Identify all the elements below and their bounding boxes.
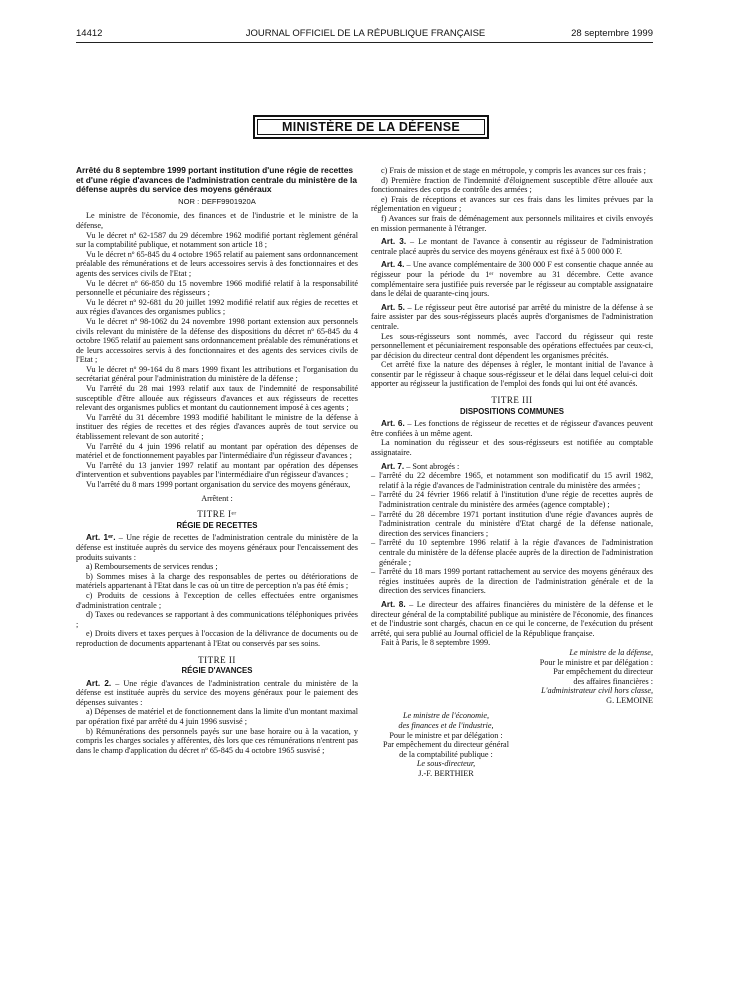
article-1	[76, 533, 358, 562]
signature-line: des finances et de l'industrie,	[398, 721, 494, 731]
article-2-item: f) Avances sur frais de déménagement aux personnels militaires et civils envoyés en mission permanente à l'étranger.	[371, 213, 653, 233]
abrogation-item: – l'arrêté du 28 décembre 1971 portant institution d'une régie d'avances auprès de l'administration centrale du ministère d'Etat chargé de la défense nationale, direction des services financiers ;	[371, 510, 653, 539]
preamble-line: Vu le décret nº 65-845 du 4 octobre 1965 relatif au paiement sans ordonnancement préalable des rémunérations et de leurs accessoires servis à des fonctionnaires et des agents des services civils de l'Etat ;	[76, 249, 358, 278]
preamble	[76, 211, 358, 489]
signatory-name: G. LEMOINE	[606, 695, 653, 705]
article-6-text: – Les fonctions de régisseur de recettes et de régisseur d'avances peuvent être confiées à un même agent.	[371, 419, 653, 438]
article-2-label: Art. 2.	[86, 678, 112, 688]
ministry-title: MINISTÈRE DE LA DÉFENSE	[257, 119, 485, 135]
article-1-label: Art. 1ᵉʳ.	[86, 533, 116, 543]
preamble-line: Vu le décret nº 99-164 du 8 mars 1999 fixant les attributions et l'organisation du secrétariat général pour l'administration du ministère de la défense ;	[76, 364, 358, 384]
signature-defense	[371, 648, 653, 706]
article-8	[371, 600, 653, 638]
article-4	[371, 260, 653, 298]
titre-3: TITRE III	[491, 395, 533, 406]
signature-economie	[361, 711, 531, 778]
preamble-line: Vu le décret nº 66-850 du 15 novembre 1966 modifié relatif à la responsabilité personnelle et pécuniaire des régisseurs ;	[76, 278, 358, 298]
titre-1: TITRE Iᵉʳ	[197, 509, 237, 520]
journal-title: JOURNAL OFFICIEL DE LA RÉPUBLIQUE FRANÇAISE	[245, 28, 486, 39]
abrogation-list	[371, 471, 653, 596]
article-1-item: e) Droits divers et taxes perçues à l'occasion de la délivrance de documents ou de reproduction de documents appartenant à l'Etat ou conservés par ses soins.	[76, 629, 358, 648]
article-5-paragraph: Cet arrêté fixe la nature des dépenses à régler, le montant initial de l'avance à consentir par le régisseur à chaque sous-régisseur et le délai dans lequel celui-ci doit apporter au régisseur la justification de l'emploi des fonds qui lui ont été avancés.	[371, 360, 653, 389]
publication-date: 28 septembre 1999	[571, 28, 653, 39]
titre-1-subtitle: RÉGIE DE RECETTES	[176, 520, 258, 530]
signature-line: Le ministre de l'économie,	[402, 711, 490, 721]
signature-line: de la comptabilité publique :	[399, 749, 493, 759]
article-7-text: – Sont abrogés :	[404, 461, 460, 471]
article-4-text: – Une avance complémentaire de 300 000 F est consentie chaque année au régisseur pour la période du 1ᵉʳ novembre au 31 décembre. Cette avance complémentaire sera justifiée puis reversée par le régisseur au comptable assignataire dans le délai de quarante-cinq jours.	[371, 260, 653, 299]
preamble-line: Vu le décret nº 92-681 du 20 juillet 1992 modifié relatif aux régies de recettes et aux régies d'avances des organismes publics ;	[76, 297, 358, 317]
article-1-item: d) Taxes ou redevances se rapportant à des communications téléphoniques privées ;	[76, 610, 358, 629]
article-2-item: d) Première fraction de l'indemnité d'éloignement susceptible d'être allouée aux fonctionnaires des corps de contrôle des armées ;	[371, 175, 653, 195]
signatory-name: J.-F. BERTHIER	[418, 769, 474, 779]
signature-line: des affaires financières :	[573, 676, 653, 686]
titre-2: TITRE II	[198, 654, 236, 665]
article-2	[76, 679, 358, 708]
article-5	[371, 303, 653, 332]
article-5-text: – Le régisseur peut être autorisé par arrêté du ministre de la défense à se faire assister par des sous-régisseurs placés auprès d'organismes de l'administration centrale.	[371, 302, 653, 331]
signature-line: Pour le ministre et par délégation :	[539, 657, 653, 667]
ministry-box	[253, 115, 489, 139]
signature-line: Par empêchement du directeur	[553, 667, 653, 677]
page-number: 14412	[76, 28, 103, 39]
article-2-text: – Une régie d'avances de l'administration centrale du ministère de la défense est instituée auprès du service des moyens généraux pour le paiement des dépenses suivantes :	[76, 678, 358, 707]
article-6-label: Art. 6.	[381, 419, 405, 429]
preamble-line: Vu l'arrêté du 31 décembre 1993 modifié habilitant le ministre de la défense à instituer des régies de recettes et des régies d'avances auprès de tout service ou établissement relevant de son autorité ;	[76, 412, 358, 442]
article-5-paragraph: Les sous-régisseurs sont nommés, avec l'accord du régisseur qui reste personnellement et pécuniairement responsable des opérations effectuées par ceux-ci, par décision du directeur central dont dépendent les organismes précités.	[371, 331, 653, 360]
nor-reference: NOR : DEFF9901920A	[178, 196, 256, 206]
abrogation-item: – l'arrêté du 22 décembre 1965, et notamment son modificatif du 15 avril 1982, relatif à la régie d'avances de l'administration centrale du ministère des armées ;	[371, 471, 653, 490]
preamble-line: Le ministre de l'économie, des finances et de l'industrie et le ministre de la défense,	[76, 211, 358, 230]
preamble-line: Vu l'arrêté du 13 janvier 1997 relatif au montant par opération des dépenses d'intervention et subventions payables par l'intermédiaire d'un régisseur d'avances ;	[76, 460, 358, 480]
done-at: Fait à Paris, le 8 septembre 1999.	[381, 638, 491, 648]
article-3	[371, 237, 653, 256]
article-2-item: b) Rémunérations des personnels payés sur une base horaire ou à la vacation, y compris les charges sociales y afférentes, dès lors que ces rémunérations n'entrent pas dans le champ d'application du décret nº 65-845 du 4 octobre 1965 susvisé ;	[76, 726, 358, 755]
preamble-line: Vu le décret nº 98-1062 du 24 novembre 1998 portant extension aux personnels civils relevant du ministère de la défense des dispositions du décret nº 65-845 du 4 octobre 1965 relatif au paiement sans ordonnancement préalable des rémunérations et de leurs accessoires servis à des fonctionnaires et des agents des services civils de l'Etat ;	[76, 316, 358, 365]
titre-2-subtitle: RÉGIE D'AVANCES	[181, 666, 253, 676]
abrogation-item: – l'arrêté du 24 février 1966 relatif à l'institution d'une régie de recettes auprès de l'administration centrale du ministère des armées (agence comptable) ;	[371, 490, 653, 509]
signature-line: Par empêchement du directeur général	[383, 740, 509, 750]
preamble-line: Vu l'arrêté du 4 juin 1996 relatif au montant par opération des dépenses de matériel et de fonctionnement payables par l'intermédiaire d'un régisseur d'avances ;	[76, 441, 358, 461]
article-2-item: c) Frais de mission et de stage en métropole, y compris les avances sur ces frais ;	[381, 166, 646, 175]
decree-title: Arrêté du 8 septembre 1999 portant institution d'une régie de recettes et d'une régie d'avances de l'administration centrale du ministère de la défense auprès du service des moyens généraux	[76, 165, 358, 195]
preamble-line: Vu le décret nº 62-1587 du 29 décembre 1962 modifié portant règlement général sur la comptabilité publique, et notamment son article 18 ;	[76, 230, 358, 250]
article-2-item: e) Frais de réceptions et avances sur ces frais dans les limites prévues par la réglementation en vigueur ;	[371, 194, 653, 214]
article-8-text: – Le directeur des affaires financières du ministère de la défense et le directeur général de la comptabilité publique au ministère de l'économie, des finances et de l'industrie sont chargés, chacun en ce qui le concerne, de l'exécution du présent arrêté, qui sera publié au Journal officiel de la République française.	[371, 599, 653, 638]
article-8-label: Art. 8.	[381, 599, 406, 609]
article-1-text: – Une régie de recettes de l'administration centrale du ministère de la défense est instituée auprès du service des moyens généraux pour l'encaissement des produits suivants :	[76, 533, 358, 562]
left-column	[76, 166, 358, 755]
abrogation-item: – l'arrêté du 10 septembre 1996 relatif à la régie d'avances de l'administration centrale du ministère de la défense placée auprès de la direction de l'administration générale ;	[371, 538, 653, 567]
preamble-line: Vu l'arrêté du 8 mars 1999 portant organisation du service des moyens généraux,	[86, 480, 351, 489]
titre-3-subtitle: DISPOSITIONS COMMUNES	[460, 406, 564, 416]
article-1-item: c) Produits de cessions à l'exception de celles effectuées entre organismes d'administration centrale ;	[76, 590, 358, 610]
header-rule	[76, 42, 653, 43]
article-3-label: Art. 3.	[381, 237, 407, 247]
article-7	[371, 462, 653, 472]
article-1-item: b) Sommes mises à la charge des responsables de pertes ou détériorations de matériels appartenant à l'Etat dans le cas où un titre de perception n'a pas été émis ;	[76, 571, 358, 591]
arretent: Arrêtent :	[201, 493, 233, 503]
article-5-label: Art. 5.	[381, 302, 405, 312]
signature-line: Pour le ministre et par délégation :	[389, 730, 503, 740]
article-1-item: a) Remboursements de services rendus ;	[86, 562, 218, 572]
article-2-item: a) Dépenses de matériel et de fonctionnement dans la limite d'un montant maximal par opération fixé par arrêté du 4 juin 1996 susvisé ;	[76, 707, 358, 727]
abrogation-item: – l'arrêté du 18 mars 1999 portant rattachement au service des moyens généraux des régies instituées auprès de la direction de l'administration générale et de la direction des services financiers.	[371, 567, 653, 596]
article-6-paragraph: La nomination du régisseur et des sous-régisseurs est notifiée au comptable assignataire.	[371, 438, 653, 458]
signature-line: Le sous-directeur,	[416, 759, 476, 769]
signature-line: L'administrateur civil hors classe,	[541, 686, 653, 696]
preamble-line: Vu l'arrêté du 28 mai 1993 relatif aux taux de l'indemnité de responsabilité susceptible d'être allouée aux régisseurs d'avances et aux régisseurs de recettes relevant des organismes publics et montant du cautionnement imposé à ces agents ;	[76, 384, 358, 413]
page-header	[0, 28, 731, 42]
article-4-label: Art. 4.	[381, 260, 405, 270]
article-7-label: Art. 7.	[381, 461, 405, 471]
article-3-text: – Le montant de l'avance à consentir au régisseur de l'administration centrale placé auprès du service des moyens généraux est fixé à 5 000 000 F.	[371, 237, 653, 256]
right-column	[371, 166, 653, 779]
signature-line: Le ministre de la défense,	[569, 647, 653, 657]
article-6	[371, 419, 653, 438]
